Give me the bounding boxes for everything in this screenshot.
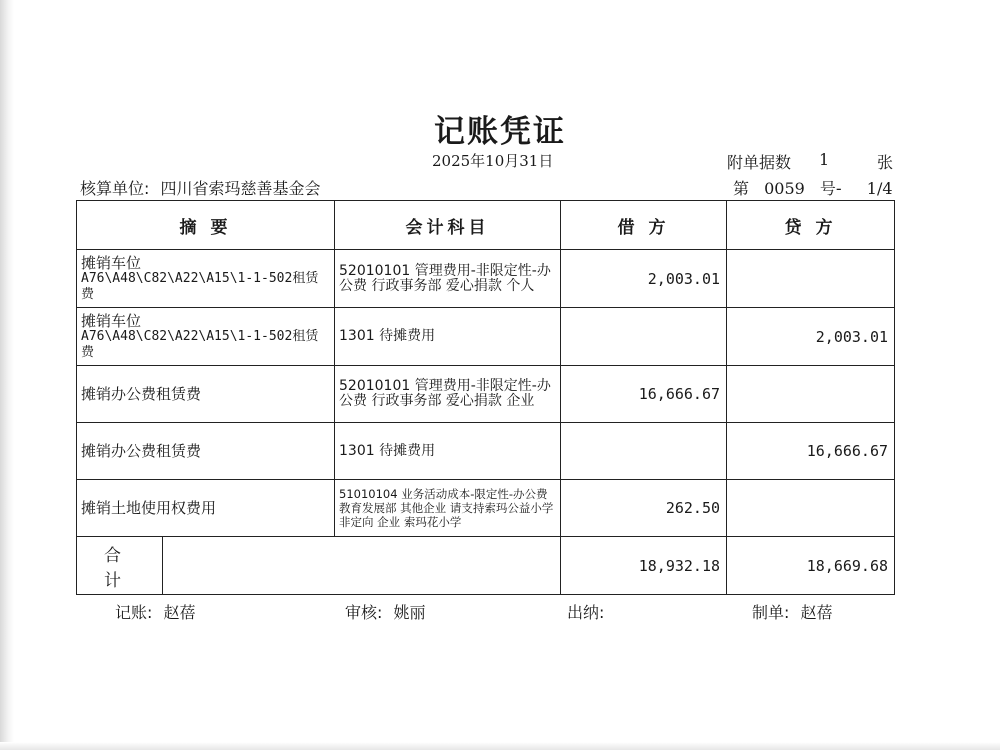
- header-account: 会计科目: [335, 201, 561, 250]
- summary-line: 摊销车位: [81, 253, 142, 272]
- footer-preparer: [752, 600, 833, 623]
- row-debit: 16,666.67: [561, 366, 727, 423]
- attachments-unit: 张: [877, 153, 894, 172]
- bookkeeper-name: 赵蓓: [163, 603, 196, 622]
- table-row: [77, 308, 895, 366]
- attachments-info: [727, 150, 894, 173]
- attachments-label: 附单据数: [727, 153, 792, 172]
- voucher-number: [733, 176, 893, 199]
- table-header-row: [77, 201, 895, 250]
- row-account: 1301 待摊费用: [335, 308, 561, 366]
- row-credit: [727, 480, 895, 537]
- voucher-table: [76, 200, 895, 595]
- row-account: 1301 待摊费用: [335, 423, 561, 480]
- bookkeeper-label: 记账:: [115, 603, 153, 622]
- row-summary: 摊销办公费租赁费: [77, 366, 335, 423]
- row-summary: [77, 308, 335, 366]
- row-credit: 16,666.67: [727, 423, 895, 480]
- total-debit: 18,932.18: [561, 537, 727, 595]
- row-account: 52010101 管理费用-非限定性-办公费 行政事务部 爱心捐款 个人: [335, 250, 561, 308]
- footer-bookkeeper: [115, 600, 196, 623]
- accounting-unit-name: 四川省索玛慈善基金会: [160, 179, 321, 198]
- header-summary: 摘 要: [77, 201, 335, 250]
- summary-line: 摊销车位: [81, 311, 142, 330]
- header-debit: 借 方: [561, 201, 727, 250]
- row-credit: [727, 366, 895, 423]
- table-row: [77, 480, 895, 537]
- total-credit: 18,669.68: [727, 537, 895, 595]
- voucher-date: 2025年10月31日: [432, 152, 554, 170]
- voucher-number-value: 0059: [764, 179, 805, 198]
- footer-cashier: [567, 600, 610, 623]
- cashier-label: 出纳:: [567, 603, 605, 622]
- row-debit: 2,003.01: [561, 250, 727, 308]
- voucher-title: 记账凭证: [434, 114, 566, 150]
- preparer-label: 制单:: [752, 603, 790, 622]
- preparer-name: 赵蓓: [800, 603, 833, 622]
- row-debit: [561, 423, 727, 480]
- table-row: [77, 250, 895, 308]
- row-debit: [561, 308, 727, 366]
- row-summary: [77, 250, 335, 308]
- summary-line: A76\A48\C82\A22\A15\1-1-502租赁费: [81, 328, 319, 360]
- accounting-unit: [80, 176, 321, 199]
- accounting-unit-label: 核算单位:: [80, 179, 150, 198]
- reviewer-name: 姚丽: [393, 603, 426, 622]
- table-row: [77, 423, 895, 480]
- scan-bottom-edge: [0, 742, 1000, 750]
- total-label: 合 计: [77, 537, 163, 595]
- voucher-number-suffix: 号-: [819, 179, 842, 198]
- voucher-number-prefix: 第: [733, 179, 750, 198]
- row-summary: 摊销土地使用权费用: [77, 480, 335, 537]
- row-account: 52010101 管理费用-非限定性-办公费 行政事务部 爱心捐款 企业: [335, 366, 561, 423]
- voucher-page: 1/4: [866, 179, 893, 198]
- row-credit: 2,003.01: [727, 308, 895, 366]
- attachments-count: 1: [819, 150, 830, 169]
- row-summary: 摊销办公费租赁费: [77, 423, 335, 480]
- header-credit: 贷 方: [727, 201, 895, 250]
- row-debit: 262.50: [561, 480, 727, 537]
- summary-line: A76\A48\C82\A22\A15\1-1-502租赁费: [81, 270, 319, 302]
- reviewer-label: 审核:: [345, 603, 383, 622]
- footer-reviewer: [345, 600, 426, 623]
- total-row: [77, 537, 895, 595]
- table-row: [77, 366, 895, 423]
- row-account: 51010104 业务活动成本-限定性-办公费 教育发展部 其他企业 请支持索玛公益小学 非定向 企业 索玛花小学: [335, 480, 561, 537]
- total-blank: [163, 537, 561, 595]
- row-credit: [727, 250, 895, 308]
